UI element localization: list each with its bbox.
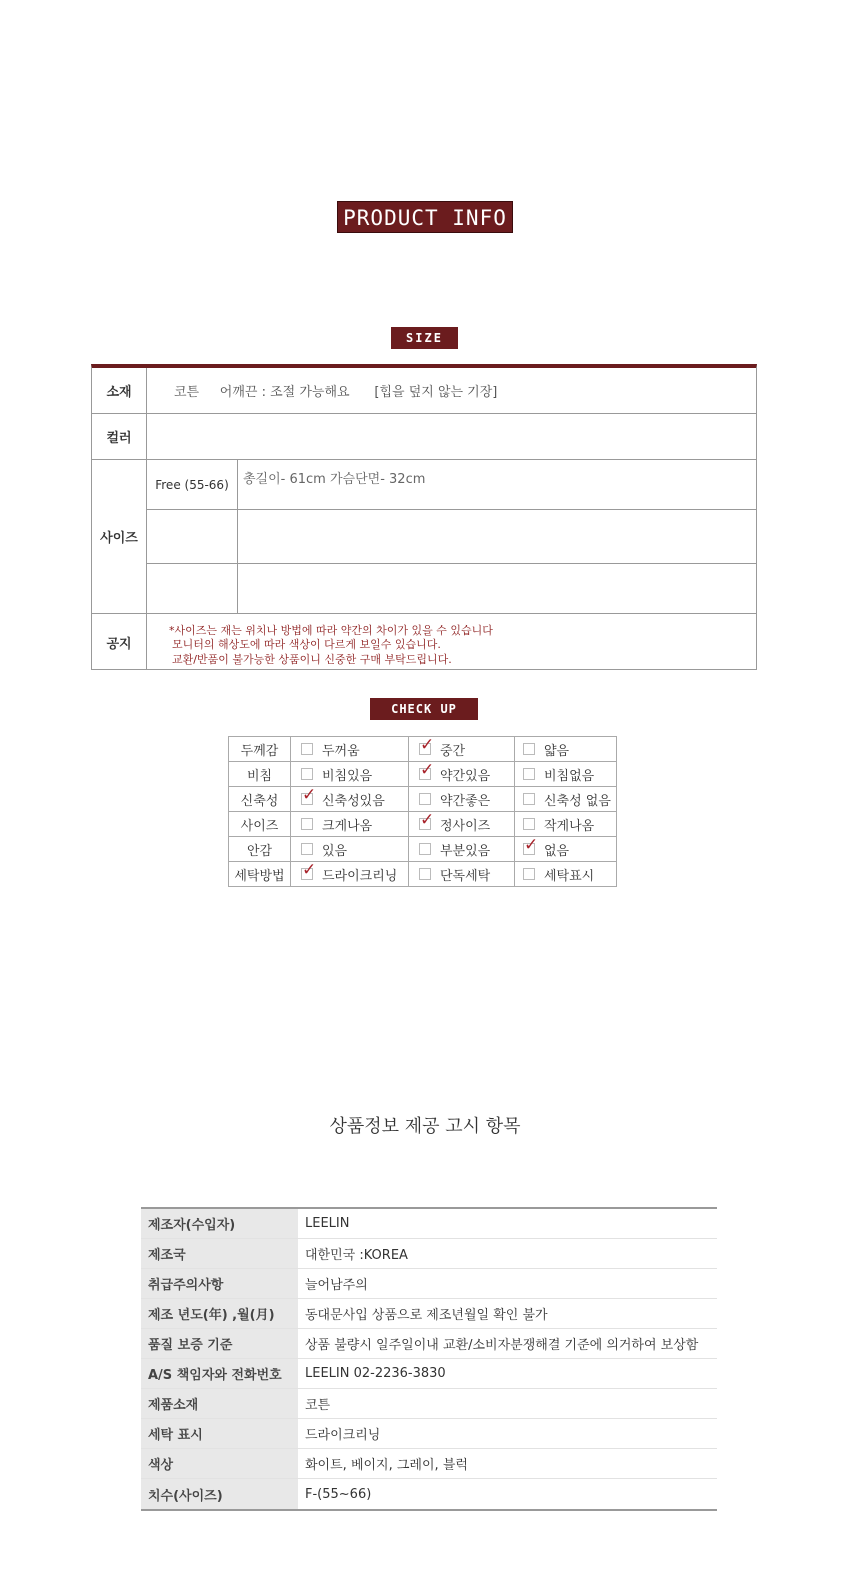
check-up-option	[515, 812, 617, 837]
check-up-option	[291, 762, 409, 787]
option-label: 있음	[322, 843, 348, 859]
info-value: 드라이크리닝	[305, 1428, 381, 1443]
option-label: 신축성있음	[322, 793, 385, 809]
size-row	[92, 460, 756, 614]
checkbox-icon	[419, 843, 431, 855]
info-key: 세탁 표시	[141, 1419, 298, 1448]
checked-checkbox-icon	[419, 818, 431, 830]
checked-checkbox-icon	[419, 768, 431, 780]
check-up-row	[229, 737, 617, 762]
check-up-option	[515, 737, 617, 762]
info-key: 색상	[141, 1449, 298, 1478]
info-key: 치수(사이즈)	[141, 1479, 298, 1509]
info-row	[141, 1329, 717, 1359]
size-label: 사이즈	[92, 460, 147, 613]
info-row	[141, 1449, 717, 1479]
checkbox-icon	[419, 793, 431, 805]
check-up-row	[229, 837, 617, 862]
size-sub-row	[147, 460, 756, 510]
checkbox-icon	[301, 743, 313, 755]
check-up-table	[228, 736, 617, 887]
material-row	[92, 368, 756, 414]
info-row	[141, 1269, 717, 1299]
option-label: 신축성 없음	[544, 793, 611, 809]
product-info-banner: PRODUCT INFO	[337, 201, 513, 233]
check-up-option	[291, 737, 409, 762]
checkbox-icon	[523, 818, 535, 830]
checkbox-icon	[301, 818, 313, 830]
option-label: 크게나옴	[322, 818, 373, 834]
check-up-option	[291, 862, 409, 887]
notice-line: 모니터의 해상도에 따라 색상이 다르게 보일수 있습니다.	[172, 638, 441, 651]
option-label: 약간있음	[440, 768, 491, 784]
color-row	[92, 414, 756, 460]
info-key: 취급주의사항	[141, 1269, 298, 1298]
info-value: F-(55~66)	[305, 1486, 372, 1502]
info-key: A/S 책임자와 전화번호	[141, 1359, 298, 1388]
info-key: 제조자(수입자)	[141, 1209, 298, 1238]
size-table	[91, 364, 757, 670]
check-up-option	[291, 787, 409, 812]
option-label: 세탁표시	[544, 868, 595, 884]
size-name	[147, 510, 238, 563]
check-up-option	[409, 812, 515, 837]
option-label: 약간좋은	[440, 793, 491, 809]
notice-label: 공지	[92, 614, 147, 670]
info-value: 늘어남주의	[305, 1278, 368, 1293]
checked-checkbox-icon	[523, 843, 535, 855]
size-name: Free (55-66)	[147, 460, 238, 509]
option-label: 비침없음	[544, 768, 595, 784]
option-label: 정사이즈	[440, 818, 491, 834]
info-row	[141, 1389, 717, 1419]
info-row	[141, 1299, 717, 1329]
check-up-option	[409, 787, 515, 812]
size-sub-row	[147, 564, 756, 614]
color-label: 컬러	[92, 414, 147, 459]
check-up-option	[291, 837, 409, 862]
check-up-option	[409, 762, 515, 787]
info-value: 동대문사입 상품으로 제조년월일 확인 불가	[305, 1308, 548, 1323]
check-up-option	[515, 837, 617, 862]
check-up-row	[229, 787, 617, 812]
check-up-banner: CHECK UP	[370, 698, 478, 720]
option-label: 얇음	[544, 743, 570, 759]
option-label: 두꺼움	[322, 743, 360, 759]
info-key: 제품소재	[141, 1389, 298, 1418]
info-value: LEELIN 02-2236-3830	[305, 1366, 446, 1381]
check-up-row	[229, 862, 617, 887]
info-row	[141, 1419, 717, 1449]
info-value: 상품 불량시 일주일이내 교환/소비자분쟁해결 기준에 의거하여 보상함	[305, 1338, 699, 1353]
check-up-label: 신축성	[229, 787, 291, 812]
info-row	[141, 1359, 717, 1389]
check-up-option	[291, 812, 409, 837]
checkbox-icon	[523, 868, 535, 880]
check-up-label: 비침	[229, 762, 291, 787]
notice-line: *사이즈는 재는 위치나 방법에 따라 약간의 차이가 있을 수 있습니다	[169, 624, 493, 637]
check-up-label: 사이즈	[229, 812, 291, 837]
size-banner: SIZE	[391, 327, 458, 349]
option-label: 부분있음	[440, 843, 491, 859]
checked-checkbox-icon	[301, 793, 313, 805]
size-sub-row	[147, 510, 756, 564]
checked-checkbox-icon	[419, 743, 431, 755]
info-key: 제조국	[141, 1239, 298, 1268]
notice-line: 교환/반품이 불가능한 상품이니 신중한 구매 부탁드립니다.	[172, 653, 452, 666]
checkbox-icon	[523, 768, 535, 780]
info-key: 품질 보증 기준	[141, 1329, 298, 1358]
color-value	[148, 414, 756, 459]
notice-title: 상품정보 제공 고시 항목	[329, 1116, 521, 1137]
info-row	[141, 1479, 717, 1509]
checked-checkbox-icon	[301, 868, 313, 880]
check-up-row	[229, 812, 617, 837]
check-up-label: 안감	[229, 837, 291, 862]
checkbox-icon	[523, 793, 535, 805]
checkbox-icon	[301, 843, 313, 855]
option-label: 비침있음	[322, 768, 373, 784]
check-up-label: 두께감	[229, 737, 291, 762]
check-up-option	[515, 862, 617, 887]
material-label: 소재	[92, 368, 147, 413]
check-up-row	[229, 762, 617, 787]
checkbox-icon	[419, 868, 431, 880]
size-measurements: 총길이- 61cm 가슴단면- 32cm	[243, 472, 426, 487]
check-up-option	[515, 762, 617, 787]
check-up-option	[409, 837, 515, 862]
checkbox-icon	[301, 768, 313, 780]
checkbox-icon	[523, 743, 535, 755]
info-value: 코튼	[305, 1398, 331, 1413]
size-name	[147, 564, 238, 614]
option-label: 드라이크리닝	[322, 868, 398, 884]
check-up-option	[409, 862, 515, 887]
material-value: 코튼 어깨끈 : 조절 가능해요 [힙을 덮지 않는 기장]	[174, 385, 498, 400]
option-label: 중간	[440, 743, 466, 759]
check-up-option	[515, 787, 617, 812]
info-value: LEELIN	[305, 1216, 350, 1231]
option-label: 단독세탁	[440, 868, 491, 884]
info-key: 제조 년도(年) ,월(月)	[141, 1299, 298, 1328]
option-label: 없음	[544, 843, 570, 859]
option-label: 작게나옴	[544, 818, 595, 834]
info-value: 대한민국 :KOREA	[305, 1248, 408, 1263]
check-up-label: 세탁방법	[229, 862, 291, 887]
check-up-option	[409, 737, 515, 762]
info-value: 화이트, 베이지, 그레이, 블럭	[305, 1458, 468, 1473]
info-row	[141, 1209, 717, 1239]
info-row	[141, 1239, 717, 1269]
notice-row	[92, 614, 756, 670]
product-info-table	[141, 1207, 717, 1511]
